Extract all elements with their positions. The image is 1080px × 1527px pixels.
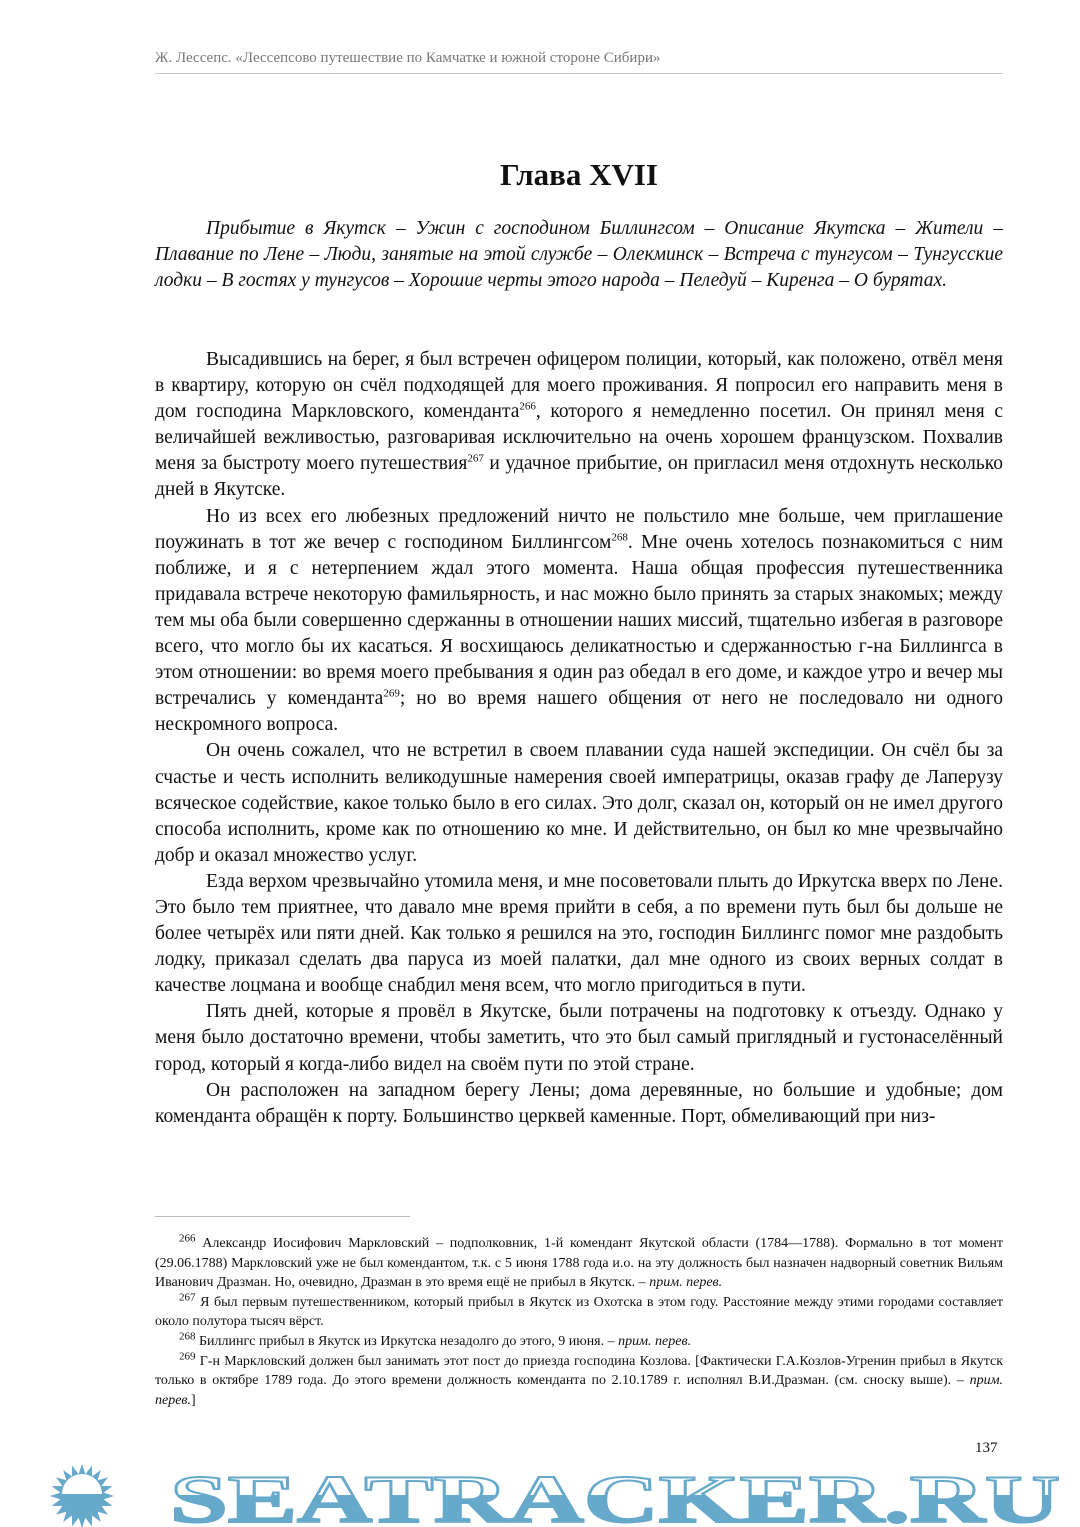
page-number: 137 — [975, 1440, 998, 1456]
paragraph: Высадившись на берег, я был встречен офицером полиции, который, как положено, отвёл меня в квартиру, которую он счёл подходящей для моего проживания. Я попросил его направить меня в дом господина Маркловского, коменданта$^{266}$, которого я немедленно посетил. Он принял меня с величайшей вежливостью, разговаривая исключительно на очень хорошем французском. Похвалив меня за быстроту моего путешествия$^{267}$ и удачное прибытие, он пригласил меня отдохнуть несколько дней в Якутске. — [155, 349, 1003, 501]
running-header: Ж. Лессепс. «Лессепсово путешествие по Камчатке и южной стороне Сибири» — [155, 50, 1003, 74]
footnote: $^{268}$ Биллингс прибыл в Якутск из Иркутска незадолго до этого, 9 июня. – прим. перев. — [179, 1330, 692, 1349]
footnote-ref[interactable]: 268 — [611, 531, 628, 544]
footnote: $^{267}$ Я был первым путешественником, который прибыл в Якутск из Охотска в этом году. Расстояние между этими городами составляет около полутора тысяч вёрст. — [155, 1291, 1003, 1330]
paragraph: Езда верхом чрезвычайно утомила меня, и мне посоветовали плыть до Иркутска вверх по Лене. Это было тем приятнее, что давало мне время прийти в себя, а по времени путь был бы дольше не более четырёх или пяти дней. Как только я решился на это, господин Биллингс помог мне раздобыть лодку, приказал сделать два паруса из моей палатки, дал мне одного из своих верных солдат в качестве лоцмана и вообще снабдил меня всем, что могло пригодиться в пути. — [155, 870, 1003, 997]
watermark-text: SEATRACKER.RU — [170, 1462, 1060, 1527]
footnote: $^{266}$ Александр Иосифович Маркловский – подполковник, 1-й комендант Якутской области (1784—1788). Формально в тот момент (29.06.1788) Маркловский уже не был комендантом, т.к. с 5 июня 1788 года и.о. на эту должность был назначен надворный советник Вильям Иванович Дразман. Но, очевидно, Дразман в это время ещё не прибыл в Якутск. – прим. перев. — [155, 1232, 1004, 1291]
watermark-logo — [0, 1462, 1080, 1527]
footnote: $^{269}$ Г-н Маркловский должен был занимать этот пост до приезда господина Козлова. [Фактически Г.А.Козлов-Угренин прибыл в Якутск только в октябре 1789 года. До этого времени должность коменданта по 2.10.1789 г. исполнял В.И.Дразман. (см. сноску выше). – прим. перев.] — [155, 1349, 1004, 1408]
paragraph: Он очень сожалел, что не встретил в своем плавании суда нашей экспедиции. Он счёл бы за счастье и честь исполнить великодушные намерения своей императрицы, оказав графу де Лаперузу всяческое содействие, какое только было в его силах. Это долг, сказал он, который он не имел другого способа исполнить, кроме как по отношению ко мне. И действительно, он был ко мне чрезвычайно добр и оказал множество услуг. — [155, 740, 1003, 866]
footnotes — [155, 1234, 1003, 1410]
paragraph: Пять дней, которые я провёл в Якутске, были потрачены на подготовку к отъезду. Однако у меня было достаточно времени, чтобы заметить, что это был самый приглядный и густонаселённый город, который я когда-либо видел на своём пути по этой стране. — [155, 1001, 1003, 1075]
footnote-ref[interactable]: 267 — [467, 452, 484, 465]
paragraph: Но из всех его любезных предложений ничто не польстило мне больше, чем приглашение поужинать в тот же вечер с господином Биллингсом$^{268}$. Мне очень хотелось познакомиться с ним поближе, и я с нетерпением ждал этого момента. Наша общая профессия путешественника придавала встрече некоторую фамильярность, и нас можно было принять за старых знакомых; между тем мы оба были совершенно сдержанны в отношении наших миссий, тщательно избегая в разговоре всего, что могло бы их касаться. Я восхищаюсь деликатностью и сдержанностью г-на Биллингса в этом отношении: во время моего пребывания я один раз обедал в его доме, и каждое утро и вечер мы встречались у коменданта$^{269}$; но во время нашего общения от него не последовало ни одного нескромного вопроса. — [155, 505, 1003, 736]
footnote-ref[interactable]: 266 — [519, 400, 536, 413]
chapter-summary: Прибытие в Якутск – Ужин с господином Биллингсом – Описание Якутска – Жители – Плавание по Лене – Люди, занятые на этой службе – Олекминск – Встреча с тунгусом – Тунгусские лодки – В гостях у тунгусов – Хорошие черты этого народа – Пеледуй – Киренга – О бурятах. — [155, 218, 1003, 292]
paragraph: Он расположен на западном берегу Лены; дома деревянные, но большие и удобные; дом коменданта обращён к порту. Большинство церквей каменные. Порт, обмеливающий при низ- — [155, 1079, 1003, 1127]
footnote-ref[interactable]: 269 — [383, 687, 400, 700]
chapter-title: Глава XVII — [499, 157, 658, 192]
body-text — [155, 347, 1003, 1130]
sun-icon — [50, 1464, 114, 1527]
footnote-divider — [155, 1216, 410, 1217]
